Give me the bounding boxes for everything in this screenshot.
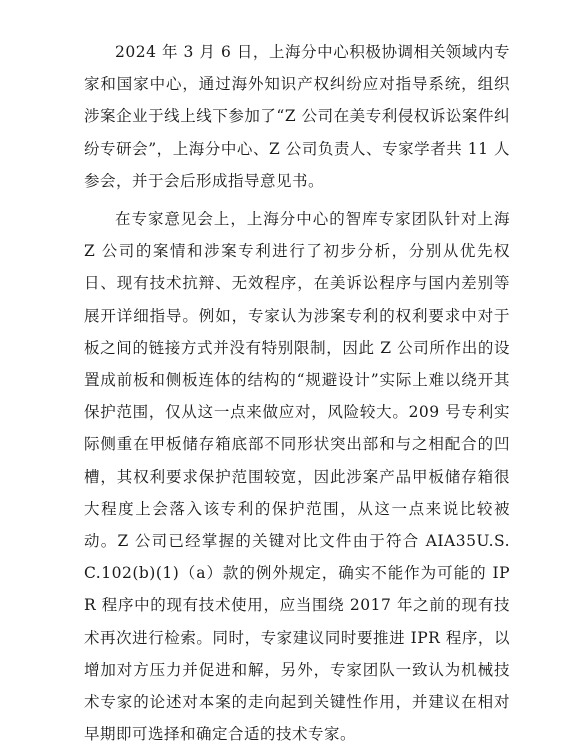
paragraph-expert-opinion: 在专家意见会上，上海分中心的智库专家团队针对上海 Z 公司的案情和涉案专利进行了初步分析，分别从优先权日、现有技术抗辩、无效程序，在美诉讼程序与国内差别等展开详细指导。例如，专家认为涉案专利的权利要求中对于板之间的链接方式并没有特别限制，因此 Z 公司所作出的设置成前板和侧板连体的结构的“规避设计”实际上难以绕开其保护范围，仅从这一点来做应对，风险较大。209 号专利实际侧重在甲板储存箱底部不同形状突出部和与之相配合的凹槽，其权利要求保护范围较宽，因此涉案产品甲板储存箱很大程度上会落入该专利的保护范围，从这一点来说比较被动。Z 公司已经掌握的关键对比文件由于符合 AIA35U.S.C.102(b)(1)（a）款的例外规定，确实不能作为可能的 IPR 程序中的现有技术使用，应当围绕 2017 年之前的现有技术再次进行检索。同时，专家建议同时要推进 IPR 程序，以增加对方压力并促进和解，另外，专家团队一致认为机械技术专家的论述对本案的走向起到关键性作用，并建议在相对早期即可选择和确定合适的技术专家。 [84,210,510,744]
paragraph-meeting-summary: 2024 年 3 月 6 日，上海分中心积极协调相关领域内专家和国家中心，通过海外知识产权纠纷应对指导系统，组织涉案企业于线上线下参加了“Z 公司在美专利侵权诉讼案件纠纷专研会”，上海分中心、Z 公司负责人、专家学者共 11 人参会，并于会后形成指导意见书。 [84,43,510,190]
document-page [84,36,510,750]
